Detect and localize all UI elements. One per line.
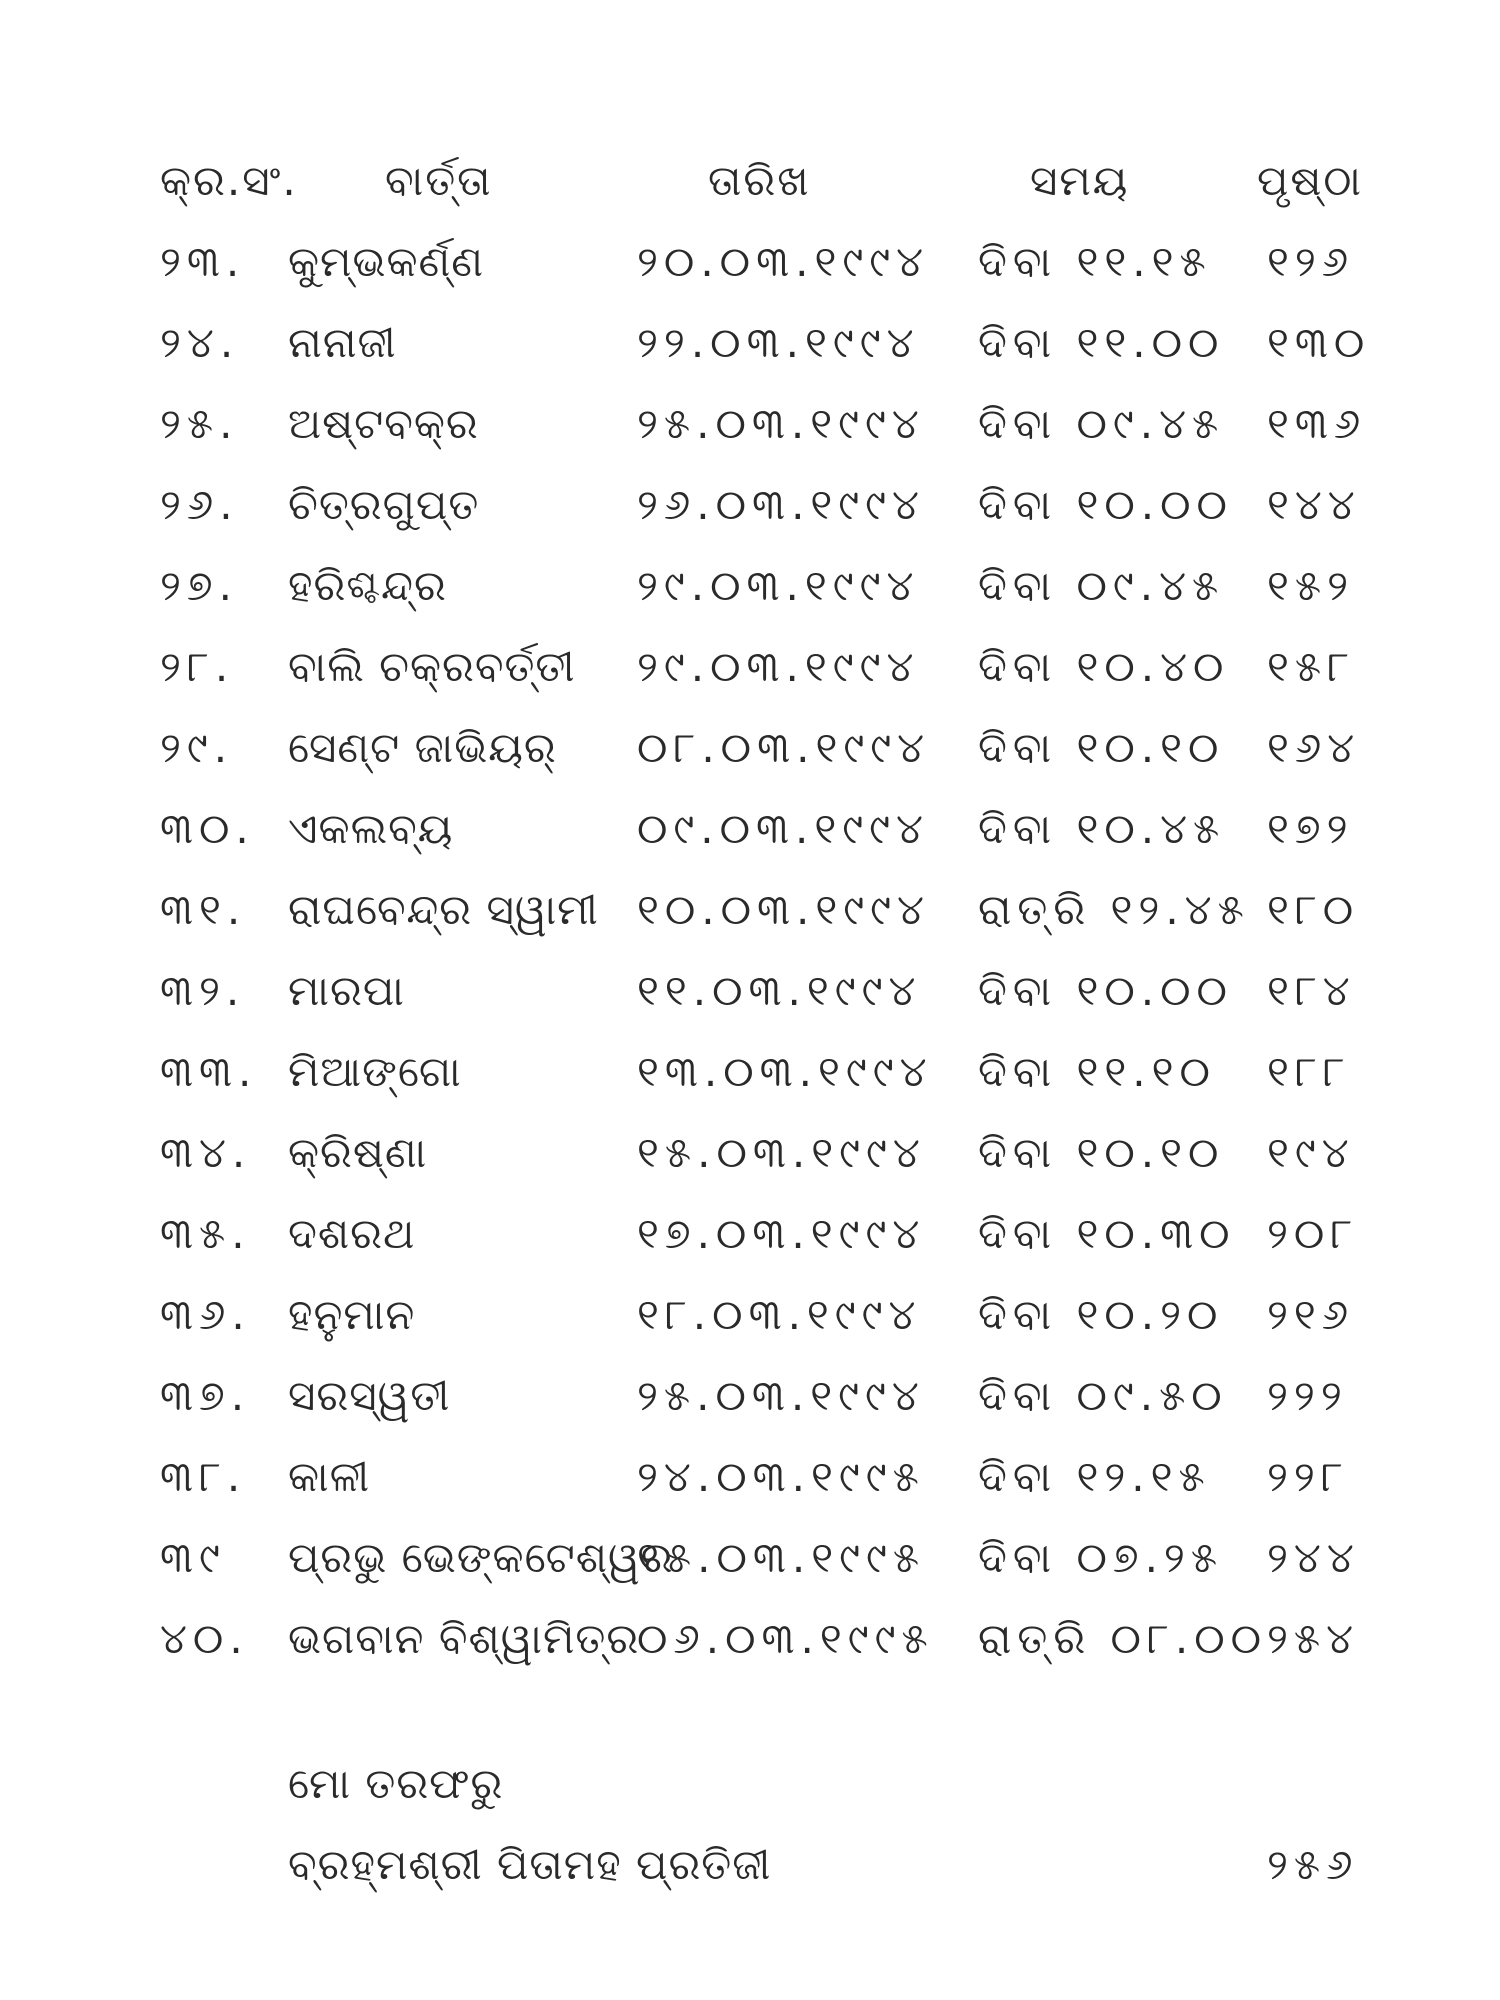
- row-serial: ୨୩.: [160, 237, 246, 286]
- row-page: ୧୮୮: [1267, 1047, 1351, 1096]
- row-page: ୧୩୦: [1267, 318, 1371, 367]
- row-page: ୧୮୪: [1267, 966, 1356, 1015]
- row-page: ୨୨୮: [1267, 1452, 1349, 1501]
- table-row: [150, 1193, 1370, 1274]
- row-page: ୨୦୮: [1267, 1209, 1359, 1258]
- header-page: ପୃଷ୍ଠା: [1257, 156, 1364, 205]
- row-serial: ୩୧.: [160, 885, 247, 934]
- row-date: ୨୬.୦୩.୧୯୯୪: [637, 480, 925, 529]
- row-serial: ୩୯: [160, 1533, 226, 1582]
- row-date: ୧୧.୦୩.୧୯୯୪: [637, 966, 922, 1015]
- row-time: ଦିବା ୧୦.୦୦: [978, 480, 1233, 529]
- row-page: ୧୯୪: [1267, 1128, 1355, 1177]
- row-serial: ୨୮.: [160, 642, 235, 691]
- row-page: ୧୪୪: [1267, 480, 1361, 529]
- row-page: ୨୪୪: [1267, 1533, 1360, 1582]
- row-date: ୦୬.୦୩.୧୯୯୫: [637, 1614, 934, 1663]
- row-date: ୨୨.୦୩.୧୯୯୪: [637, 318, 920, 367]
- author-note-heading-row: [150, 1743, 1370, 1824]
- row-title: ଭଗବାନ ବିଶ୍ୱାମିତ୍ର: [288, 1614, 640, 1663]
- row-time: ଦିବା ୧୦.୪୦: [978, 642, 1230, 691]
- row-date: ୦୯.୦୩.୧୯୯୪: [637, 804, 929, 853]
- table-of-contents: [150, 140, 1370, 1679]
- author-note-section: [150, 1743, 1370, 1905]
- header-title: ବାର୍ତ୍ତା: [385, 156, 493, 205]
- table-row: [150, 302, 1370, 383]
- row-date: ୧୫.୦୩.୧୯୯୪: [637, 1128, 926, 1177]
- row-serial: ୩୦.: [160, 804, 255, 853]
- row-serial: ୨୯.: [160, 723, 234, 772]
- row-title: ସରସ୍ୱତୀ: [288, 1371, 451, 1420]
- row-time: ଦିବା ୦୭.୨୫: [978, 1533, 1224, 1582]
- row-serial: ୩୫.: [160, 1209, 251, 1258]
- row-title: ରାଘବେନ୍ଦ୍ର ସ୍ୱାମୀ: [288, 885, 599, 934]
- row-time: ଦିବା ୧୦.୧୦: [978, 723, 1225, 772]
- row-serial: ୨୬.: [160, 480, 239, 529]
- row-date: ୧୮.୦୩.୧୯୯୪: [637, 1290, 922, 1339]
- row-date: ୧୦.୦୩.୧୯୯୪: [637, 885, 930, 934]
- row-date: ୨୪.୦୩.୧୯୯୫: [637, 1452, 925, 1501]
- row-page: ୧୬୪: [1267, 723, 1361, 772]
- table-row: [150, 626, 1370, 707]
- header-date: ତାରିଖ: [708, 156, 811, 205]
- header-serial: କ୍ର.ସଂ.: [160, 156, 298, 205]
- row-page: ୧୨୬: [1267, 237, 1355, 286]
- table-row: [150, 1112, 1370, 1193]
- row-time: ଦିବା ୧୦.୦୦: [978, 966, 1233, 1015]
- row-time: ଦିବା ୧୧.୦୦: [978, 318, 1225, 367]
- row-serial: ୩୭.: [160, 1371, 251, 1420]
- row-title: ଦଶରଥ: [288, 1209, 416, 1258]
- row-page: ୧୭୨: [1267, 804, 1354, 853]
- row-page: ୨୧୬: [1267, 1290, 1355, 1339]
- table-row: [150, 1031, 1370, 1112]
- table-header: [150, 140, 1370, 221]
- table-row: [150, 1517, 1370, 1598]
- row-time: ଦିବା ୧୦.୧୦: [978, 1128, 1225, 1177]
- row-title: ହନୁମାନ: [288, 1290, 416, 1339]
- table-row: [150, 1355, 1370, 1436]
- table-row: [150, 545, 1370, 626]
- row-title: ସେଣ୍ଟ ଜାଭିୟର୍: [288, 723, 557, 772]
- row-title: ଅଷ୍ଟବକ୍ର: [288, 399, 479, 448]
- row-time: ଦିବା ୧୦.୪୫: [978, 804, 1226, 853]
- row-date: ୧୫.୦୩.୧୯୯୫: [637, 1533, 926, 1582]
- row-title: ମିଆଙ୍ଗୋ: [288, 1047, 462, 1096]
- author-note-title: ବ୍ରହ୍ମଶ୍ରୀ ପିତାମହ ପ୍ରତିଜୀ: [288, 1840, 772, 1889]
- row-serial: ୨୪.: [160, 318, 240, 367]
- row-serial: ୪୦.: [160, 1614, 249, 1663]
- row-time: ଦିବା ୧୧.୧୫: [978, 237, 1212, 286]
- row-time: ଦିବା ୧୦.୩୦: [978, 1209, 1236, 1258]
- row-date: ୦୮.୦୩.୧୯୯୪: [637, 723, 931, 772]
- row-title: ଏକଲବ୍ୟ: [288, 804, 454, 853]
- author-note-page: ୨୫୬: [1267, 1840, 1359, 1889]
- row-date: ୨୫.୦୩.୧୯୯୪: [637, 399, 925, 448]
- row-page: ୧୮୦: [1267, 885, 1360, 934]
- row-time: ଦିବା ୦୯.୪୫: [978, 399, 1225, 448]
- row-date: ୨୦.୦୩.୧୯୯୪: [637, 237, 929, 286]
- row-time: ଦିବା ୧୦.୨୦: [978, 1290, 1224, 1339]
- row-date: ୨୯.୦୩.୧୯୯୪: [637, 561, 920, 610]
- row-page: ୨୨୨: [1267, 1371, 1348, 1420]
- row-time: ରାତ୍ରି ୧୨.୪୫: [978, 885, 1250, 934]
- row-title: ପ୍ରଭୁ ଭେଙ୍କଟେଶ୍ୱର: [288, 1533, 674, 1582]
- row-date: ୧୩.୦୩.୧୯୯୪: [637, 1047, 933, 1096]
- table-row: [150, 869, 1370, 950]
- row-time: ଦିବା ୦୯.୫୦: [978, 1371, 1228, 1420]
- row-serial: ୨୭.: [160, 561, 238, 610]
- table-row: [150, 383, 1370, 464]
- row-page: ୧୫୮: [1267, 642, 1356, 691]
- row-page: ୨୫୪: [1267, 1614, 1360, 1663]
- row-serial: ୨୫.: [160, 399, 239, 448]
- row-serial: ୩୩.: [160, 1047, 258, 1096]
- row-date: ୨୯.୦୩.୧୯୯୪: [637, 642, 920, 691]
- table-row: [150, 221, 1370, 302]
- row-serial: ୩୨.: [160, 966, 246, 1015]
- row-date: ୨୫.୦୩.୧୯୯୪: [637, 1371, 925, 1420]
- row-title: ନାନାଜୀ: [288, 318, 397, 367]
- row-time: ଦିବା ୧୧.୧୦: [978, 1047, 1216, 1096]
- table-row: [150, 464, 1370, 545]
- table-row: [150, 707, 1370, 788]
- table-row: [150, 788, 1370, 869]
- table-row: [150, 1274, 1370, 1355]
- row-serial: ୩୮.: [160, 1452, 247, 1501]
- row-title: ମାରପା: [288, 966, 405, 1015]
- row-title: ଚିତ୍ରଗୁପ୍ତ: [288, 480, 480, 529]
- table-row: [150, 1436, 1370, 1517]
- row-serial: ୩୬.: [160, 1290, 251, 1339]
- row-time: ରାତ୍ରି ୦୮.୦୦: [978, 1614, 1268, 1663]
- author-note-heading: ମୋ ତରଫରୁ: [288, 1759, 504, 1808]
- table-row: [150, 950, 1370, 1031]
- row-date: ୧୭.୦୩.୧୯୯୪: [637, 1209, 926, 1258]
- row-time: ଦିବା ୦୯.୪୫: [978, 561, 1225, 610]
- row-time: ଦିବା ୧୨.୧୫: [978, 1452, 1211, 1501]
- row-title: କ୍ରିଷ୍ଣା: [288, 1128, 428, 1177]
- table-row: [150, 1598, 1370, 1679]
- author-note-entry-row: [150, 1824, 1370, 1905]
- row-page: ୧୫୨: [1267, 561, 1355, 610]
- row-title: ବାଲି ଚକ୍ରବର୍ତ୍ତୀ: [288, 642, 576, 691]
- row-title: କାଳୀ: [288, 1452, 371, 1501]
- row-title: ହରିଶ୍ଚନ୍ଦ୍ର: [288, 561, 447, 610]
- row-page: ୧୩୬: [1267, 399, 1367, 448]
- row-title: କୁମ୍ଭକର୍ଣ୍ଣ: [288, 237, 485, 286]
- header-time: ସମୟ: [1030, 156, 1130, 205]
- row-serial: ୩୪.: [160, 1128, 252, 1177]
